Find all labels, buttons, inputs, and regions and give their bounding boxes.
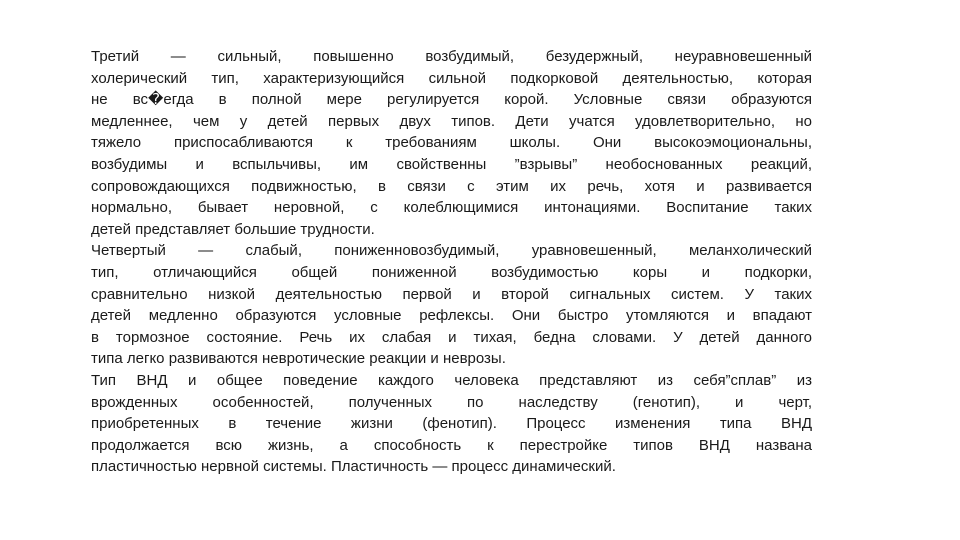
paragraph-vnd-type — [91, 370, 812, 478]
text-line: продолжается всю жизнь, а способность к перестройке типов ВНД названа — [91, 436, 812, 454]
text-line: сравнительно низкой деятельностью первой и второй сигнальных систем. У таких — [91, 285, 812, 303]
body-text — [91, 46, 812, 478]
text-line: детей медленно образуются условные рефлексы. Они быстро утомляются и впадают — [91, 307, 812, 325]
text-line: сопровождающихся подвижностью, в связи с этим их речь, хотя и развивается — [91, 177, 812, 195]
text-line: тяжело приспосабливаются к требованиям школы. Они высокоэмоциональны, — [91, 134, 812, 152]
text-line: нормально, бывает неровной, с колеблющимися интонациями. Воспитание таких — [91, 199, 812, 217]
text-line: возбудимы и вспыльчивы, им свойственны ”взрывы” необоснованных реакций, — [91, 155, 812, 173]
text-line: Тип ВНД и общее поведение каждого человека представляют из себя”сплав” из — [91, 371, 812, 389]
text-line: типа легко развиваются невротические реакции и неврозы. — [91, 350, 506, 368]
text-line: не вс�егда в полной мере регулируется корой. Условные связи образуются — [91, 91, 812, 109]
text-line: медленнее, чем у детей первых двух типов. Дети учатся удовлетворительно, но — [91, 112, 812, 130]
paragraph-third-type — [91, 46, 812, 240]
text-line: тип, отличающийся общей пониженной возбудимостью коры и подкорки, — [91, 263, 812, 281]
text-line: приобретенных в течение жизни (фенотип). Процесс изменения типа ВНД — [91, 415, 812, 433]
text-line: Четвертый — слабый, пониженновозбудимый, уравновешенный, меланхолический — [91, 242, 812, 260]
text-line: детей представляет большие трудности. — [91, 220, 375, 238]
text-line: холерический тип, характеризующийся сильной подкорковой деятельностью, которая — [91, 69, 812, 87]
paragraph-fourth-type — [91, 240, 812, 370]
text-line: врожденных особенностей, полученных по наследству (генотип), и черт, — [91, 393, 812, 411]
text-line: Третий — сильный, повышенно возбудимый, безудержный, неуравновешенный — [91, 48, 812, 65]
text-line: пластичностью нервной системы. Пластичность — процесс динамический. — [91, 458, 616, 476]
text-line: в тормозное состояние. Речь их слабая и тихая, бедна словами. У детей данного — [91, 328, 812, 346]
